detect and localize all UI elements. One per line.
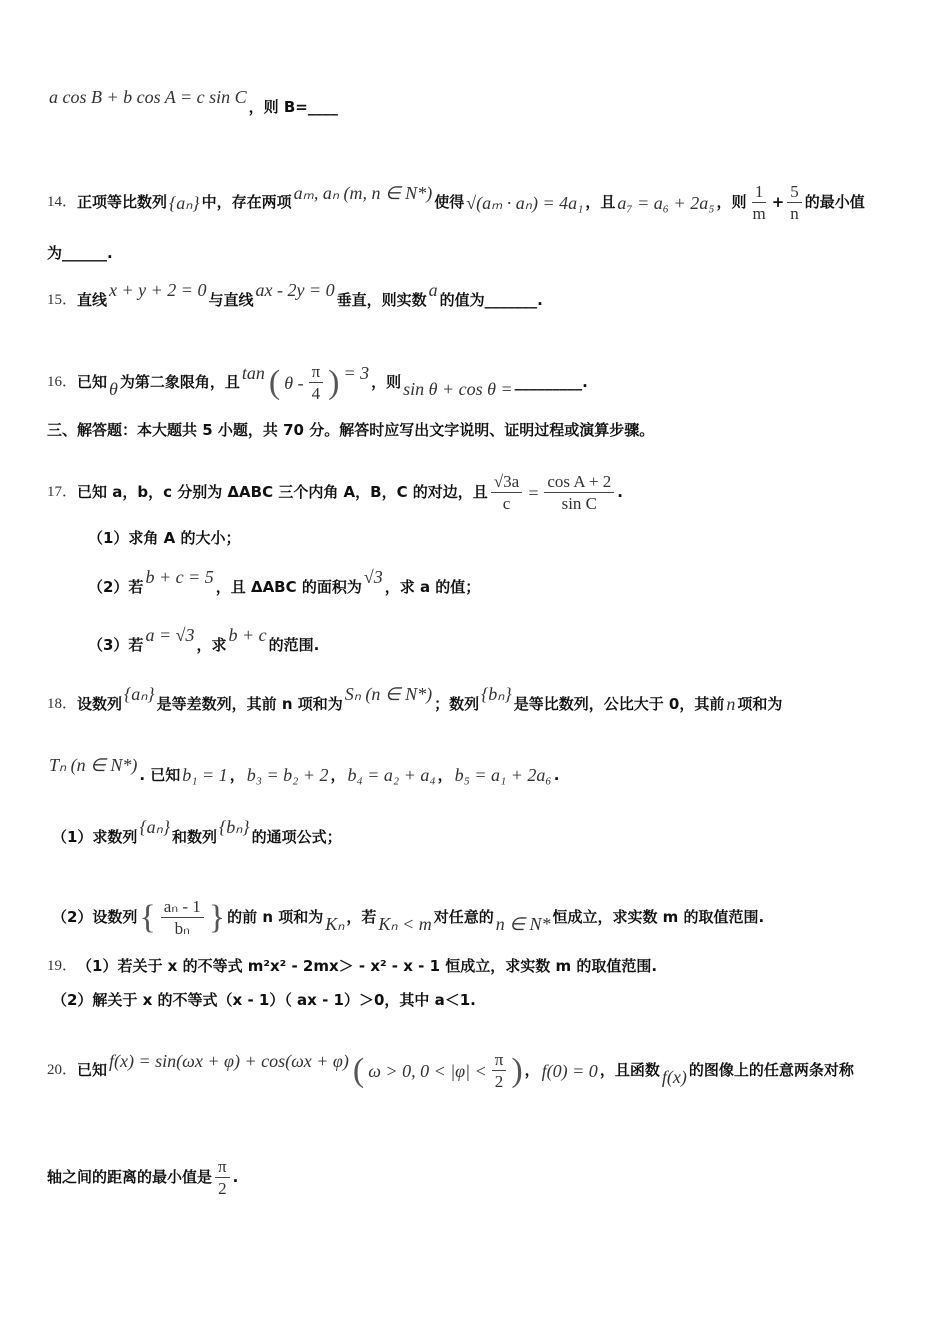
question-line bbox=[47, 755, 560, 785]
question-text: ，若 bbox=[346, 908, 377, 926]
question-text: ， bbox=[437, 765, 453, 784]
math-expression: aₘ, aₙ (m, n ∈ N*) bbox=[293, 182, 433, 203]
question-text: 为______. bbox=[47, 244, 113, 262]
math-bracket: } bbox=[208, 898, 226, 936]
question-text: . bbox=[232, 1168, 239, 1186]
question-text: ；数列 bbox=[434, 694, 480, 713]
question-number: 18． bbox=[47, 695, 78, 712]
question-text: ，则 B=____ bbox=[248, 97, 338, 116]
math-expression: {aₙ} bbox=[139, 817, 171, 837]
math-expression: ax - 2y = 0 bbox=[255, 280, 335, 300]
question-text: ， bbox=[330, 765, 346, 784]
question-text: 已知 bbox=[77, 373, 108, 391]
question-text: 正项等比数列 bbox=[77, 193, 168, 211]
question-text: ，且 bbox=[585, 193, 616, 211]
numerator: 1 bbox=[752, 183, 767, 203]
question-line bbox=[47, 423, 654, 438]
question-text: （1）求角 A 的大小； bbox=[88, 529, 241, 547]
question-text: 的通项公式； bbox=[251, 827, 342, 846]
question-text: （2）若 bbox=[88, 577, 144, 596]
question-number: 15． bbox=[47, 291, 78, 308]
question-line bbox=[47, 959, 657, 974]
math-expression: ω > 0, 0 < |φ| < bbox=[368, 1060, 487, 1081]
math-expression: b + c bbox=[228, 625, 267, 645]
math-bracket: ) bbox=[511, 1051, 523, 1089]
math-expression: sin θ + cos θ = bbox=[403, 378, 513, 399]
math-expression: Tₙ (n ∈ N*) bbox=[49, 755, 138, 775]
question-number: 16． bbox=[47, 374, 78, 390]
question-line bbox=[47, 246, 113, 261]
math-expression: f(0) = 0 bbox=[541, 1060, 598, 1081]
question-text: 对任意的 bbox=[433, 908, 494, 926]
question-line bbox=[47, 183, 865, 222]
math-expression: f(x) = sin(ωx + φ) + cos(ωx + φ) bbox=[109, 1050, 349, 1071]
denominator: c bbox=[502, 494, 511, 513]
denominator: 2 bbox=[218, 1179, 227, 1198]
question-text: 与直线 bbox=[208, 290, 254, 309]
math-expression: b₁ = 1 bbox=[182, 765, 228, 785]
question-line bbox=[47, 684, 783, 714]
math-expression: n bbox=[726, 694, 736, 714]
question-number: 19． bbox=[47, 958, 78, 974]
question-text: ， bbox=[229, 765, 245, 784]
math-expression: b₃ = b₂ + 2 bbox=[246, 765, 329, 785]
question-line bbox=[52, 993, 476, 1008]
question-line bbox=[47, 363, 588, 402]
math-expression: Kₙ bbox=[325, 913, 345, 934]
math-expression: θ bbox=[109, 378, 118, 399]
math-expression: a = √3 bbox=[145, 625, 195, 645]
question-text: 中，存在两项 bbox=[201, 193, 292, 211]
question-line bbox=[52, 898, 764, 937]
math-bracket: ) bbox=[328, 363, 340, 401]
math-expression: {aₙ} bbox=[169, 192, 200, 213]
question-text: 恒成立，求实数 m 的取值范围. bbox=[552, 908, 765, 926]
question-number: 14． bbox=[47, 194, 78, 210]
question-line bbox=[88, 625, 320, 654]
question-text: 垂直，则实数 bbox=[336, 290, 427, 309]
math-expression: f(x) bbox=[661, 1066, 687, 1087]
denominator: 2 bbox=[494, 1072, 504, 1091]
denominator: 4 bbox=[311, 384, 321, 403]
question-text: 和数列 bbox=[172, 827, 218, 846]
question-number: 20． bbox=[47, 1062, 78, 1078]
math-expression: {bₙ} bbox=[219, 817, 250, 837]
math-fraction bbox=[787, 183, 802, 222]
question-text: 的值为_______. bbox=[439, 290, 543, 309]
numerator: √3a bbox=[491, 473, 522, 493]
numerator: aₙ - 1 bbox=[161, 898, 204, 918]
question-text: （1）求数列 bbox=[52, 827, 138, 846]
question-line bbox=[47, 1158, 238, 1197]
denominator: bₙ bbox=[174, 919, 190, 938]
math-bracket: ( bbox=[352, 1051, 365, 1089]
question-text: 设数列 bbox=[77, 694, 123, 713]
question-text: 的图像上的任意两条对称 bbox=[688, 1061, 854, 1079]
math-fraction bbox=[309, 363, 324, 402]
denominator: n bbox=[790, 204, 799, 223]
math-expression: √(aₘ · aₙ) = 4a₁ bbox=[466, 192, 584, 213]
numerator: cos A + 2 bbox=[544, 473, 614, 493]
question-text: 使得 bbox=[434, 193, 465, 211]
math-expression: x + y + 2 = 0 bbox=[109, 280, 207, 300]
question-text: （2）设数列 bbox=[52, 908, 138, 926]
math-expression: Sₙ (n ∈ N*) bbox=[344, 684, 433, 704]
question-number: 17． bbox=[47, 484, 78, 500]
math-expression: a cos B + b cos A = c sin C bbox=[49, 87, 247, 107]
question-text: （1）若关于 x 的不等式 m²x² - 2mx＞ - x² - x - 1 恒成立，求实数 m 的取值范围. bbox=[77, 957, 658, 975]
math-fraction bbox=[749, 183, 768, 222]
question-text: 为第二象限角，且 bbox=[119, 373, 240, 391]
question-line bbox=[52, 817, 342, 846]
math-expression: = 3 bbox=[343, 362, 370, 383]
question-text: _________. bbox=[514, 373, 588, 391]
question-line bbox=[88, 531, 241, 546]
numerator: 5 bbox=[787, 183, 802, 203]
question-text: 是等比数列，公比大于 0，其前 bbox=[513, 694, 725, 713]
question-text: ， bbox=[524, 1061, 540, 1079]
question-text: ，且 ΔABC 的面积为 bbox=[215, 577, 362, 596]
math-expression: θ - bbox=[284, 372, 304, 393]
question-text: （2）解关于 x 的不等式（x - 1）（ ax - 1）＞0，其中 a＜1. bbox=[52, 991, 476, 1009]
math-expression: b₄ = a₂ + a₄ bbox=[347, 765, 436, 785]
question-text: ，则 bbox=[371, 373, 402, 391]
question-text: ，求 a 的值； bbox=[384, 577, 481, 596]
question-text: 已知 bbox=[77, 1061, 108, 1079]
question-text: 直线 bbox=[77, 290, 108, 309]
question-text: + bbox=[771, 193, 785, 211]
question-line bbox=[47, 473, 623, 512]
question-text: . bbox=[617, 483, 623, 501]
question-text: （3）若 bbox=[88, 635, 144, 654]
question-text: . 已知 bbox=[139, 765, 181, 784]
question-line bbox=[47, 280, 543, 309]
math-bracket: { bbox=[139, 898, 156, 936]
question-line bbox=[47, 1051, 854, 1090]
math-expression: n ∈ N* bbox=[495, 913, 551, 934]
question-text: 的前 n 项和为 bbox=[227, 908, 324, 926]
math-expression: √3 bbox=[363, 567, 383, 587]
question-text: 项和为 bbox=[737, 694, 783, 713]
math-fraction bbox=[161, 898, 204, 937]
numerator: π bbox=[492, 1051, 507, 1071]
math-fraction bbox=[491, 473, 522, 512]
math-expression: b₅ = a₁ + 2a₆ bbox=[454, 765, 552, 785]
question-text: 三、解答题：本大题共 5 小题，共 70 分。解答时应写出文字说明、证明过程或演算步骤。 bbox=[47, 421, 655, 439]
math-expression: {aₙ} bbox=[124, 684, 155, 704]
math-expression: tan bbox=[241, 362, 265, 383]
question-text: 的范围. bbox=[268, 635, 320, 654]
math-fraction bbox=[544, 473, 614, 512]
math-expression: b + c = 5 bbox=[145, 567, 214, 587]
numerator: π bbox=[215, 1158, 230, 1178]
question-text: ，求 bbox=[196, 635, 227, 654]
question-text: ，且函数 bbox=[599, 1061, 660, 1079]
math-expression: Kₙ < m bbox=[378, 913, 432, 934]
question-text: 轴之间的距离的最小值是 bbox=[47, 1168, 213, 1186]
denominator: sin C bbox=[561, 494, 598, 513]
math-fraction bbox=[492, 1051, 507, 1090]
math-expression: a₇ = a₆ + 2a₅ bbox=[617, 192, 715, 213]
question-text: 已知 a，b，c 分别为 ΔABC 三个内角 A，B，C 的对边，且 bbox=[77, 483, 488, 501]
question-text: 是等差数列，其前 n 项和为 bbox=[156, 694, 343, 713]
question-line bbox=[47, 87, 338, 116]
math-expression: {bₙ} bbox=[481, 684, 512, 704]
math-expression: a bbox=[428, 280, 438, 300]
question-line bbox=[88, 567, 481, 596]
question-text: . bbox=[553, 765, 560, 784]
denominator: m bbox=[752, 204, 766, 223]
math-bracket: ( bbox=[268, 363, 281, 401]
question-text: 的最小值 bbox=[804, 193, 865, 211]
numerator: π bbox=[309, 363, 324, 383]
question-text: ，则 bbox=[716, 193, 747, 211]
math-expression: = bbox=[527, 482, 540, 503]
math-fraction bbox=[215, 1158, 230, 1197]
